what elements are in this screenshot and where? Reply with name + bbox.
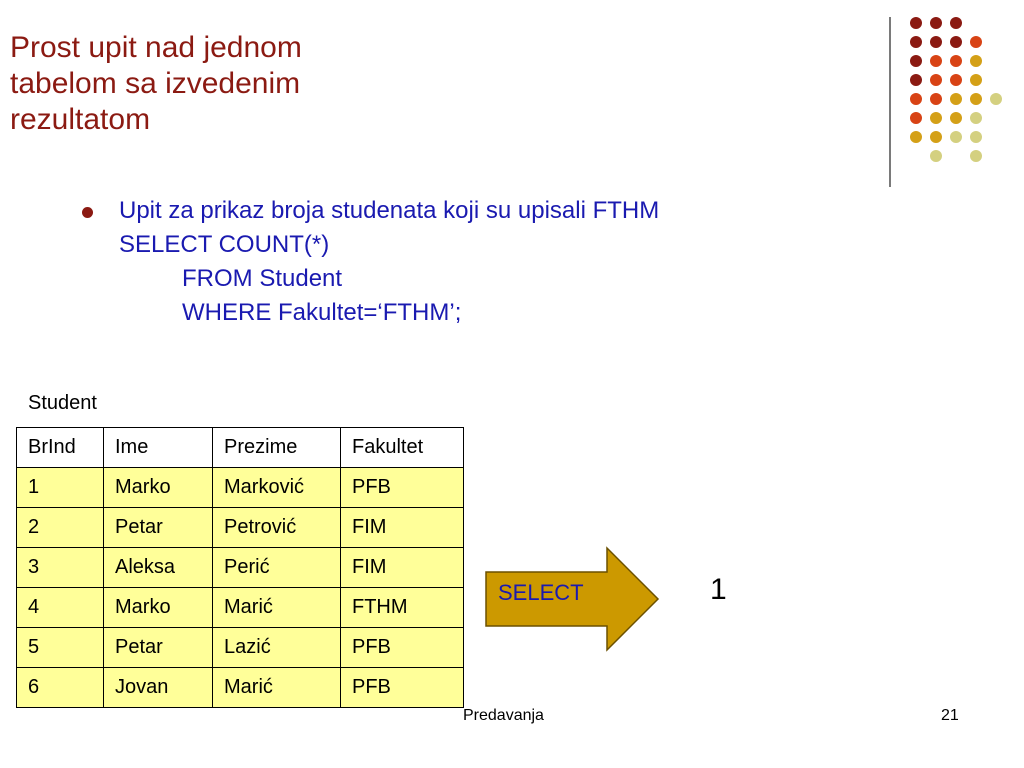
table-cell: Marko	[104, 468, 213, 508]
dot	[910, 17, 922, 29]
table-cell: 5	[17, 628, 104, 668]
table-cell: PFB	[341, 468, 464, 508]
table-row	[17, 628, 464, 668]
dot	[910, 74, 922, 86]
table-cell: PFB	[341, 628, 464, 668]
sql-line-from: FROM Student	[182, 265, 343, 292]
column-header: Prezime	[213, 428, 341, 468]
table-cell: Perić	[213, 548, 341, 588]
table-cell: FIM	[341, 508, 464, 548]
table-row	[17, 548, 464, 588]
column-header: BrInd	[17, 428, 104, 468]
table-cell: 2	[17, 508, 104, 548]
dot	[970, 112, 982, 124]
table-cell: PFB	[341, 668, 464, 708]
table-cell: Marić	[213, 668, 341, 708]
footer-text: Predavanja	[463, 707, 544, 724]
dot	[910, 112, 922, 124]
table-cell: Marić	[213, 588, 341, 628]
table-row	[17, 468, 464, 508]
table-cell: Jovan	[104, 668, 213, 708]
dot	[990, 93, 1002, 105]
query-result: 1	[710, 573, 727, 606]
dot	[950, 112, 962, 124]
dot	[950, 55, 962, 67]
column-header: Fakultet	[341, 428, 464, 468]
column-header: Ime	[104, 428, 213, 468]
dot	[950, 17, 962, 29]
table-cell: Petar	[104, 628, 213, 668]
table-cell: 3	[17, 548, 104, 588]
table-row	[17, 508, 464, 548]
dot	[930, 112, 942, 124]
dot	[910, 131, 922, 143]
dot	[950, 36, 962, 48]
dot	[930, 36, 942, 48]
student-table	[16, 427, 464, 708]
table-cell: Petar	[104, 508, 213, 548]
slide-number: 21	[941, 707, 959, 724]
table-header-row	[17, 428, 464, 468]
dot	[910, 55, 922, 67]
dot	[930, 17, 942, 29]
table-cell: 1	[17, 468, 104, 508]
dot	[970, 93, 982, 105]
dot	[970, 55, 982, 67]
dot	[930, 131, 942, 143]
arrow-label: SELECT	[498, 580, 584, 605]
dot	[930, 93, 942, 105]
table-caption: Student	[28, 392, 97, 414]
table-cell: Petrović	[213, 508, 341, 548]
table-row	[17, 588, 464, 628]
table-cell: Marko	[104, 588, 213, 628]
dot	[930, 55, 942, 67]
dot	[970, 131, 982, 143]
table-cell: FIM	[341, 548, 464, 588]
table-cell: Marković	[213, 468, 341, 508]
dot	[910, 93, 922, 105]
table-cell: FTHM	[341, 588, 464, 628]
table-cell: 6	[17, 668, 104, 708]
dot	[930, 150, 942, 162]
decorative-dot-grid	[0, 0, 1024, 170]
table-cell: 4	[17, 588, 104, 628]
dot	[970, 150, 982, 162]
table-row	[17, 668, 464, 708]
dot	[910, 36, 922, 48]
slide-title: Prost upit nad jednom tabelom sa izvedenim rezultatom	[10, 31, 302, 136]
bullet-marker	[82, 207, 93, 218]
dot	[950, 93, 962, 105]
table-cell: Lazić	[213, 628, 341, 668]
dot	[970, 74, 982, 86]
sql-line-where: WHERE Fakultet=‘FTHM’;	[182, 299, 462, 326]
sql-line-select: SELECT COUNT(*)	[119, 231, 330, 258]
dot	[970, 36, 982, 48]
dot	[950, 131, 962, 143]
dot	[930, 74, 942, 86]
dot	[950, 74, 962, 86]
table-cell: Aleksa	[104, 548, 213, 588]
bullet-text: Upit za prikaz broja studenata koji su upisali FTHM	[119, 197, 660, 224]
